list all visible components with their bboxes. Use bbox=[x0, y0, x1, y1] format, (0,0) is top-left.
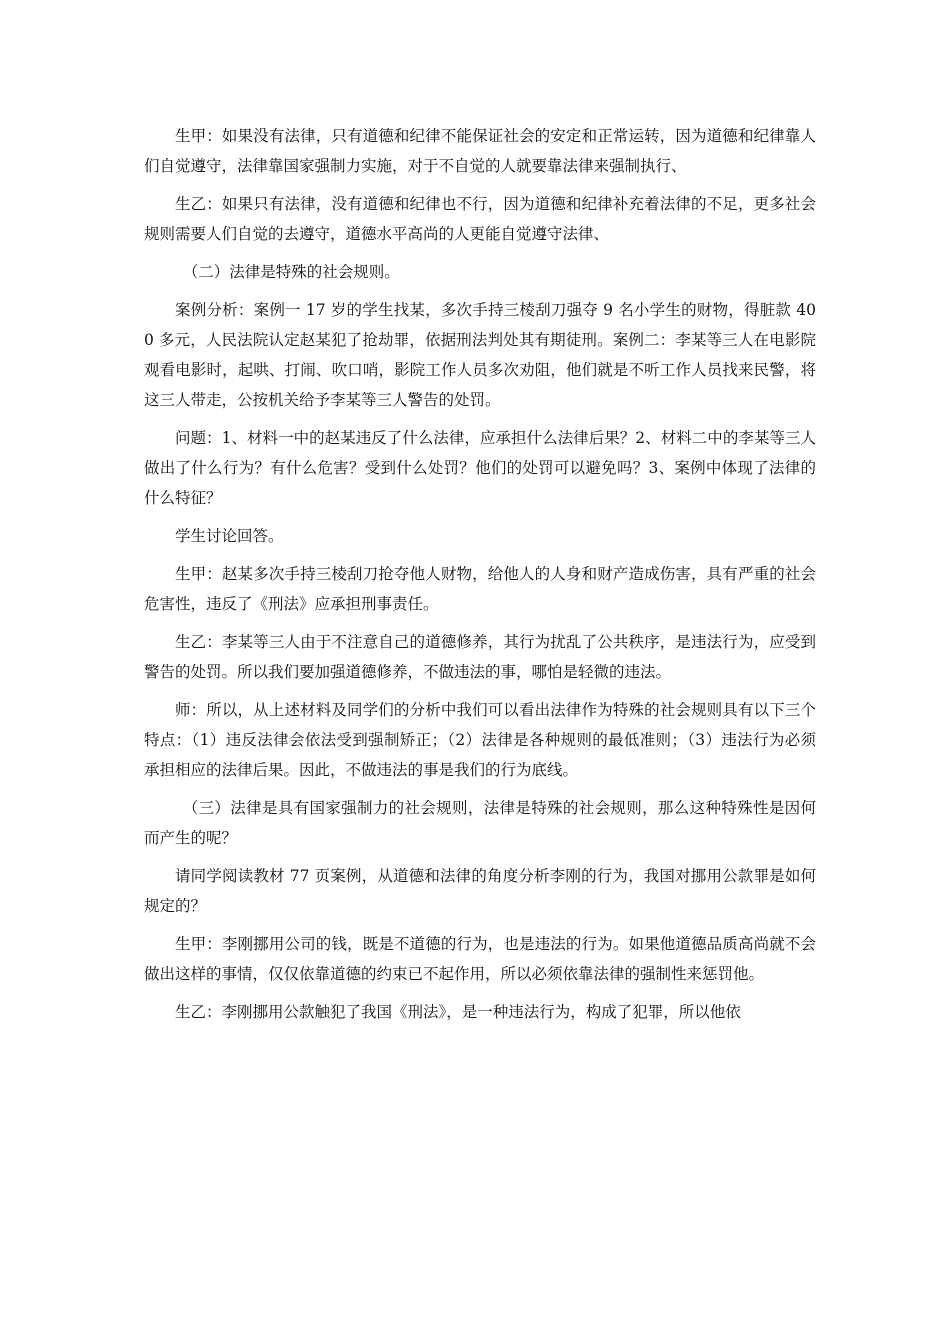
paragraph-teacher: 师：所以，从上述材料及同学们的分析中我们可以看出法律作为特殊的社会规则具有以下三个特点：（1）违反法律会依法受到强制矫正；（2）法律是各种规则的最低准则；（3）违法行为必须承担相应的法律后果。因此，不做违法的事是我们的行为底线。 bbox=[144, 701, 816, 779]
paragraph-student-a-3: 生甲：李刚挪用公司的钱，既是不道德的行为，也是违法的行为。如果他道德品质高尚就不会做出这样的事情，仅仅依靠道德的约束已不起作用，所以必须依靠法律的强制性来惩罚他。 bbox=[144, 935, 816, 983]
paragraph-reading-task: 请同学阅读教材 77 页案例，从道德和法律的角度分析李刚的行为，我国对挪用公款罪是如何规定的？ bbox=[144, 867, 816, 915]
paragraph-student-b-1: 生乙：如果只有法律，没有道德和纪律也不行，因为道德和纪律补充着法律的不足，更多社会规则需要人们自觉的去遵守，道德水平高尚的人更能自觉遵守法律、 bbox=[144, 195, 816, 243]
paragraph-discussion: 学生讨论回答。 bbox=[175, 527, 284, 545]
paragraph-student-a-1: 生甲：如果没有法律，只有道德和纪律不能保证社会的安定和正常运转，因为道德和纪律靠人们自觉遵守，法律靠国家强制力实施，对于不自觉的人就要靠法律来强制执行、 bbox=[144, 127, 816, 175]
paragraph-student-a-2: 生甲：赵某多次手持三棱刮刀抢夺他人财物，给他人的人身和财产造成伤害，具有严重的社会危害性，违反了《刑法》应承担刑事责任。 bbox=[144, 565, 816, 613]
paragraph-questions: 问题：1、材料一中的赵某违反了什么法律，应承担什么法律后果？2、材料二中的李某等三人做出了什么行为？有什么危害？受到什么处罚？他们的处罚可以避免吗？3、案例中体现了法律的什么特征？ bbox=[144, 429, 816, 507]
paragraph-case-analysis: 案例分析：案例一 17 岁的学生找某，多次手持三棱刮刀强夺 9 名小学生的财物，得脏款 400 多元，人民法院认定赵某犯了抢劫罪，依据刑法判处其有期徒刑。案例二：李某等三人在电影院观看电影时，起哄、打闹、吹口哨，影院工作人员多次劝阻，他们就是不听工作人员找来民警，将这三人带走，公按机关给予李某等三人警告的处罚。 bbox=[144, 301, 816, 409]
document-body bbox=[144, 121, 816, 1035]
paragraph-student-b-2: 生乙：李某等三人由于不注意自己的道德修养，其行为扰乱了公共秩序，是违法行为，应受到警告的处罚。所以我们要加强道德修养，不做违法的事，哪怕是轻微的违法。 bbox=[144, 633, 816, 681]
paragraph-student-b-3: 生乙：李刚挪用公款触犯了我国《刑法》，是一种违法行为，构成了犯罪，所以他依 bbox=[175, 1003, 741, 1021]
section-heading-2: （二）法律是特殊的社会规则。 bbox=[182, 263, 400, 281]
section-heading-3: （三）法律是具有国家强制力的社会规则，法律是特殊的社会规则，那么这种特殊性是因何而产生的呢？ bbox=[144, 799, 816, 847]
